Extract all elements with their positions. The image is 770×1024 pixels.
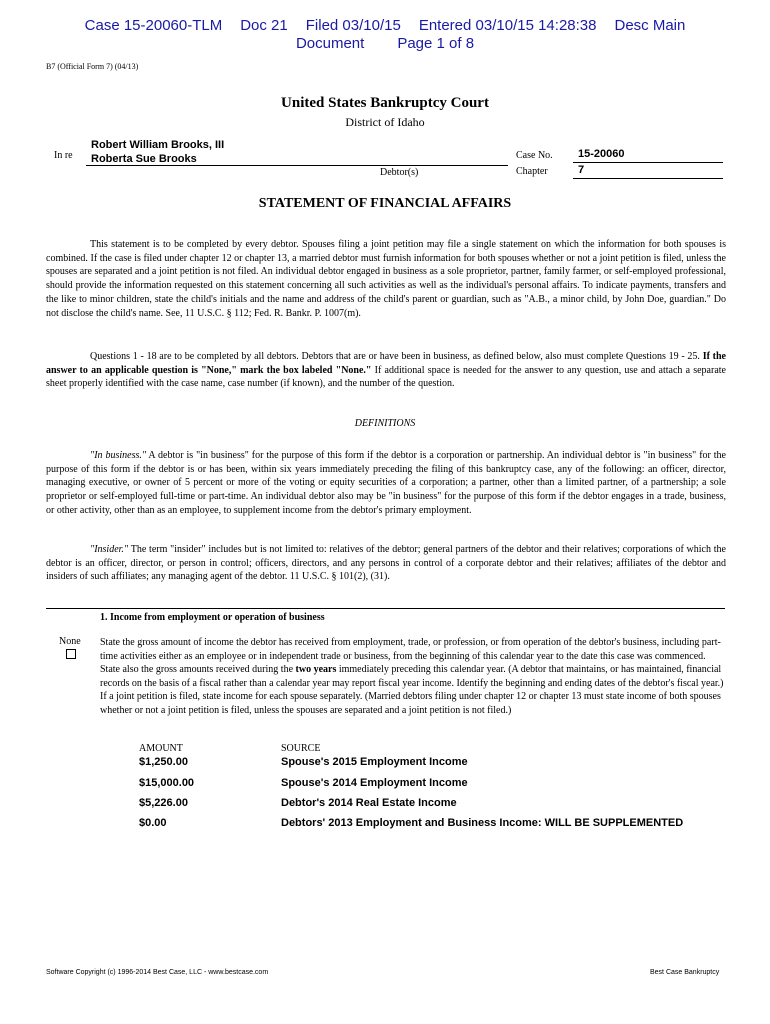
income-row-1-amount: $1,250.00 xyxy=(139,756,188,768)
section1-paragraph xyxy=(100,636,726,717)
chapter-underline xyxy=(573,178,723,179)
in-business-definition xyxy=(46,449,726,518)
definitions-title: DEFINITIONS xyxy=(354,418,416,429)
income-row-3-source: Debtor's 2014 Real Estate Income xyxy=(281,797,457,809)
income-row-4-amount: $0.00 xyxy=(139,817,167,829)
questions-text-2: If additional space is needed for the answer to any question, use and attach a separate sheet properly identified with the case name, case number (if known), and the number of the question. xyxy=(46,364,726,390)
ecf-stamp-line1 xyxy=(0,17,770,35)
document-stamp: Document xyxy=(295,35,365,52)
section1-title: 1. Income from employment or operation of business xyxy=(100,612,325,623)
section-divider xyxy=(46,608,725,609)
filed-date-stamp: Filed 03/10/15 xyxy=(305,17,401,34)
section1-text-2: immediately preceding this calendar year. (A debtor that maintains, or has maintained, financial records on the basis of a fiscal rather than a calendar year may report fiscal year income. Identify the beginning and ending dates of the debtor's fiscal year.) If a joint petition is filed, state income for each spouse separately. (Married debtors filing under chapter 12 or chapter 13 must state income of both spouses whether or not a joint petition is filed, unless the spouses are separated and a joint petition is not filed.) xyxy=(100,664,724,716)
chapter-label: Chapter xyxy=(516,166,548,177)
form-id: B7 (Official Form 7) (04/13) xyxy=(46,62,139,71)
in-re-label: In re xyxy=(54,150,73,161)
entered-date-stamp: Entered 03/10/15 14:28:38 xyxy=(418,17,597,34)
income-row-2-source: Spouse's 2014 Employment Income xyxy=(281,777,468,789)
debtor-underline xyxy=(86,165,508,166)
footer-brand: Best Case Bankruptcy xyxy=(650,969,720,976)
case-number-stamp: Case 15-20060-TLM xyxy=(84,17,223,34)
in-business-term: "In business." xyxy=(90,450,147,461)
questions-text-1: Questions 1 - 18 are to be completed by all debtors. Debtors that are or have been in business, as defined below, also must complete Questions 19 - 25. xyxy=(90,351,703,362)
questions-paragraph xyxy=(46,350,726,391)
section1-text-1: State the gross amount of income the debtor has received from employment, trade, or profession, or from operation of the debtor's business, including part-time activities either as an employee or in independent trade or business, from the beginning of this calendar year to the date this case was commenced. State also the gross amounts received during the xyxy=(100,637,721,675)
debtor-names xyxy=(91,138,224,166)
insider-term: "Insider." xyxy=(90,544,129,555)
income-row-2-amount: $15,000.00 xyxy=(139,777,195,789)
source-column-header: SOURCE xyxy=(281,743,321,754)
none-checkbox[interactable] xyxy=(66,649,76,659)
intro-paragraph: This statement is to be completed by every debtor. Spouses filing a joint petition may file a single statement on which the information for both spouses is combined. If the case is filed under chapter 12 or chapter 13, a married debtor must furnish information for both spouses whether or not a joint petition is filed, unless the spouses are separated and a joint petition is not filed. An individual debtor engaged in business as a sole proprietor, partner, family farmer, or self-employed professional, should provide the information requested on this statement concerning all such activities as well as the individual's personal affairs. To indicate payments, transfers and the like to minor children, state the child's initials and the name and address of the child's parent or guardian, such as "A.B., a minor child, by John Doe, guardian." Do not disclose the child's name. See, 11 U.S.C. § 112; Fed. R. Bankr. P. 1007(m). xyxy=(46,239,726,319)
income-row-3-amount: $5,226.00 xyxy=(139,797,188,809)
insider-text: The term "insider" includes but is not limited to: relatives of the debtor; general partners of the debtor and their relatives; corporations of which the debtor is an officer, director, or person in control; officers, directors, and any persons in control of a corporate debtor and their relatives; affiliates of the debtor and insiders of such affiliates; any managing agent of the debtor. 11 U.S.C. § 101(2), (31). xyxy=(46,544,726,583)
case-no-underline xyxy=(573,162,723,163)
district-name: District of Idaho xyxy=(345,115,425,129)
amount-column-header: AMOUNT xyxy=(139,743,183,754)
court-name: United States Bankruptcy Court xyxy=(281,95,489,111)
debtor-name-2: Roberta Sue Brooks xyxy=(91,153,197,165)
document-title: STATEMENT OF FINANCIAL AFFAIRS xyxy=(258,196,512,211)
chapter-value: 7 xyxy=(578,164,585,176)
debtors-label: Debtor(s) xyxy=(380,167,419,178)
case-no-value: 15-20060 xyxy=(578,148,625,160)
page-count-stamp: Page 1 of 8 xyxy=(397,35,475,52)
section1-text-bold: two years xyxy=(295,664,337,675)
in-business-text: A debtor is "in business" for the purpose of this form if the debtor is a corporation or partnership. An individual debtor is "in business" for the purpose of this form if the debtor is or has been, within six years immediately preceding the filing of this bankruptcy case, any of the following: an officer, director, managing executive, or owner of 5 percent or more of the voting or equity securities of a corporation; a partner, other than a limited partner, of a partnership; a sole proprietor or self-employed full-time or part-time. An individual debtor also may be "in business" for the purpose of this form if the debtor engages in a trade, business, or other activity, other than as an employee, to supplement income from the debtor's primary employment. xyxy=(46,450,726,516)
footer-copyright: Software Copyright (c) 1996-2014 Best Case, LLC - www.bestcase.com xyxy=(46,969,269,976)
insider-definition xyxy=(46,543,726,584)
doc-number-stamp: Doc 21 xyxy=(240,17,288,34)
ecf-stamp-line2 xyxy=(0,35,770,53)
desc-stamp: Desc Main xyxy=(614,17,686,34)
income-row-4-source: Debtors' 2013 Employment and Business Income: WILL BE SUPPLEMENTED xyxy=(281,817,684,829)
none-label: None xyxy=(59,636,81,647)
income-row-1-source: Spouse's 2015 Employment Income xyxy=(281,756,468,768)
questions-text-bold: If the answer to an applicable question is "None," mark the box labeled "None." xyxy=(46,351,726,376)
debtor-name-1: Robert William Brooks, III xyxy=(91,139,225,151)
case-no-label: Case No. xyxy=(516,150,553,161)
